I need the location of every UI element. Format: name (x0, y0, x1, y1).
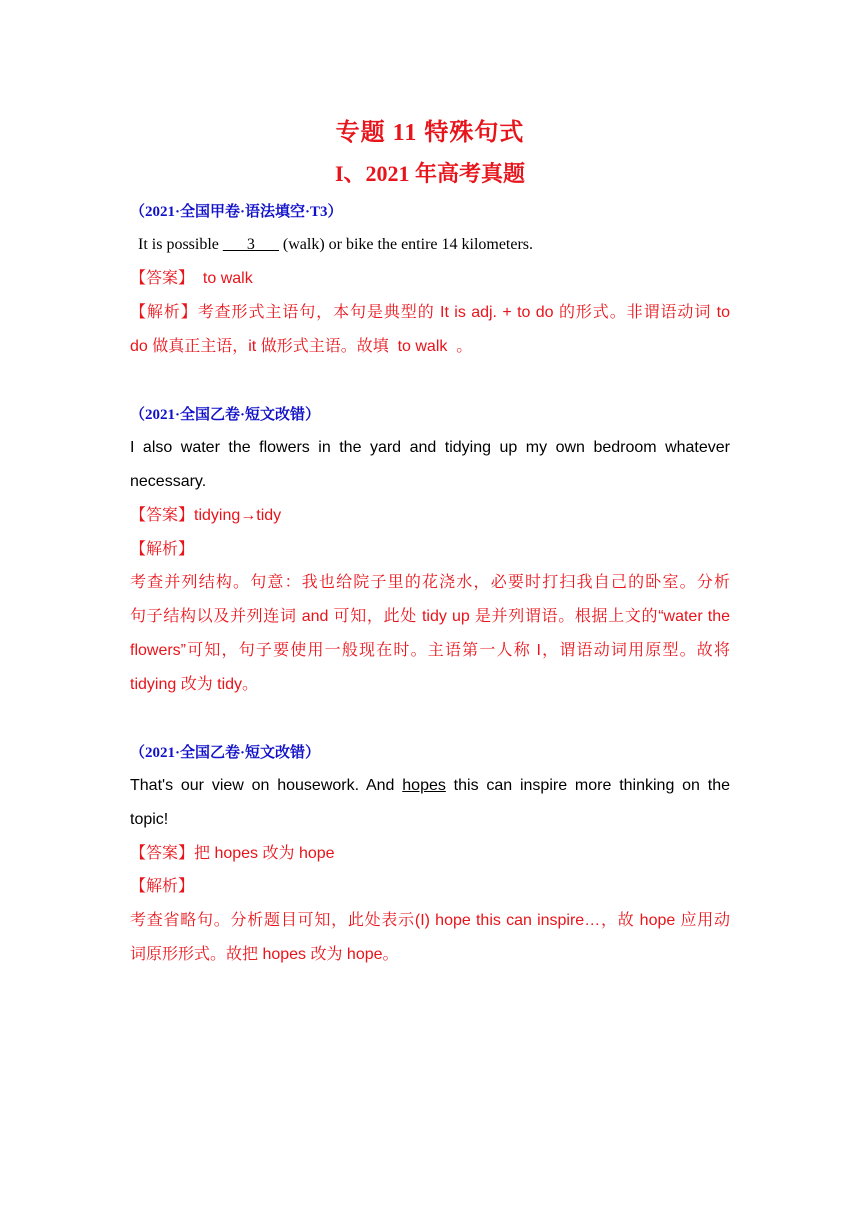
q2-analysis-line-1: 考查并列结构。句意：我也给院子里的花浇水，必要时打扫我自己的卧室。分析 (130, 574, 730, 591)
q2-sentence-line-2: necessary. (130, 473, 207, 490)
q3-sentence-line-2: topic! (130, 811, 169, 828)
section-title: I、2021 年高考真题 (334, 161, 526, 186)
q1-sentence (138, 234, 738, 256)
q3-sentence-post: this can inspire more thinking on the (445, 777, 730, 794)
q3-sentence-line-1 (130, 775, 730, 797)
q3-answer-text: 把 hopes 改为 hope (194, 845, 335, 862)
q1-analysis-label: 【解析】 (130, 304, 198, 321)
q2-answer-label: 【答案】 (130, 507, 195, 524)
q2-analysis-line-4: tidying 改为 tidy。 (130, 676, 259, 693)
q3-analysis-label: 【解析】 (130, 878, 195, 895)
q2-sentence-line-1: I also water the flowers in the yard and tidying up my own bedroom whatever (130, 439, 730, 456)
q3-answer-label: 【答案】 (130, 845, 195, 862)
q2-answer-text: tidying→tidy (194, 507, 282, 524)
q2-analysis-line-3: flowers”可知，句子要使用一般现在时。主语第一人称 I，谓语动词用原型。故将 (130, 642, 730, 659)
q1-sentence-post: (walk) or bike the entire 14 kilometers. (278, 236, 534, 253)
q1-analysis-line-2: do 做真正主语，it 做形式主语。故填 to walk 。 (130, 338, 473, 355)
q1-source: （2021·全国甲卷·语法填空·T3） (130, 204, 343, 220)
q3-analysis-line-2: 词原形形式。故把 hopes 改为 hope。 (130, 946, 399, 963)
q2-analysis-line-2: 句子结构以及并列连词 and 可知，此处 tidy up 是并列谓语。根据上文的“water the (130, 608, 730, 625)
q1-analysis-text-1: 考查形式主语句，本句是典型的 It is adj. + to do 的形式。非谓语动词 to (197, 304, 730, 321)
page-title: 专题 11 特殊句式 (335, 120, 525, 146)
q3-underlined-word: hopes (402, 777, 446, 794)
q1-analysis-line-1 (130, 302, 730, 324)
q3-analysis-line-1: 考查省略句。分析题目可知，此处表示(I) hope this can inspire…，故 hope 应用动 (130, 912, 730, 929)
q3-source: （2021·全国乙卷·短文改错） (130, 745, 321, 761)
q1-answer-label: 【答案】 (130, 270, 195, 287)
q2-answer (130, 505, 730, 527)
q3-sentence-pre: That's our view on housework. And (130, 777, 403, 794)
q1-sentence-pre: It is possible (138, 236, 223, 253)
q1-answer-text: to walk (194, 270, 253, 287)
q1-answer (130, 268, 730, 290)
q1-blank: ___3___ (222, 236, 279, 253)
q3-answer (130, 843, 730, 865)
q2-source: （2021·全国乙卷·短文改错） (130, 407, 321, 423)
q2-analysis-label: 【解析】 (130, 541, 195, 558)
